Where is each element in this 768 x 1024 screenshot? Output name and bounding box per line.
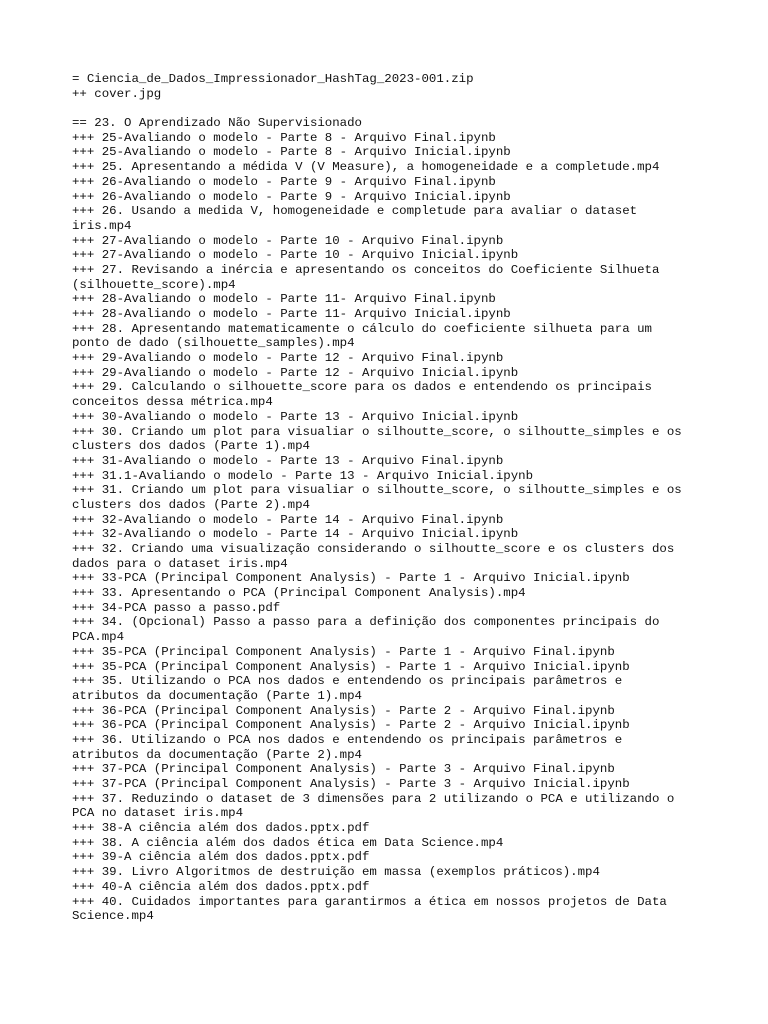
file-list-line: +++ 32. Criando uma visualização considerando o silhoutte_score e os clusters dos bbox=[72, 542, 675, 556]
file-list-line: (silhouette_score).mp4 bbox=[72, 277, 236, 292]
file-list-line: +++ 34. (Opcional) Passo a passo para a definição dos componentes principais do bbox=[72, 615, 660, 630]
file-list-line: ponto de dado (silhouette_samples).mp4 bbox=[72, 336, 355, 351]
file-list-line: conceitos dessa métrica.mp4 bbox=[72, 395, 273, 410]
section-title: == 23. O Aprendizado Não Supervisionado bbox=[72, 116, 362, 131]
file-list-line: +++ 36-PCA (Principal Component Analysis) - Parte 2 - Arquivo Final.ipynb bbox=[72, 703, 615, 718]
file-list-line: +++ 25-Avaliando o modelo - Parte 8 - Arquivo Inicial.ipynb bbox=[72, 145, 511, 160]
file-list-line: +++ 30-Avaliando o modelo - Parte 13 - Arquivo Inicial.ipynb bbox=[72, 409, 519, 424]
file-list-line: dados para o dataset iris.mp4 bbox=[72, 556, 288, 571]
document-page bbox=[72, 72, 712, 924]
file-list-line: PCA.mp4 bbox=[72, 630, 125, 645]
file-list-line: +++ 39-A ciência além dos dados.pptx.pdf bbox=[72, 850, 370, 865]
file-list-line: +++ 37-PCA (Principal Component Analysis) - Parte 3 - Arquivo Final.ipynb bbox=[72, 762, 615, 777]
file-list-line: Science.mp4 bbox=[72, 909, 154, 924]
file-list-line: +++ 29-Avaliando o modelo - Parte 12 - Arquivo Final.ipynb bbox=[72, 351, 504, 366]
file-list-line: +++ 27-Avaliando o modelo - Parte 10 - Arquivo Final.ipynb bbox=[72, 233, 504, 248]
file-list-line: +++ 39. Livro Algoritmos de destruição em massa (exemplos práticos).mp4 bbox=[72, 865, 600, 880]
file-list-line: +++ 26-Avaliando o modelo - Parte 9 - Arquivo Final.ipynb bbox=[72, 174, 496, 189]
file-list-line: +++ 34-PCA passo a passo.pdf bbox=[72, 600, 281, 615]
file-list-line: +++ 31-Avaliando o modelo - Parte 13 - Arquivo Final.ipynb bbox=[72, 453, 504, 468]
file-list-line: +++ 31.1-Avaliando o modelo - Parte 13 - Arquivo Inicial.ipynb bbox=[72, 468, 534, 483]
file-list-line: +++ 29-Avaliando o modelo - Parte 12 - Arquivo Inicial.ipynb bbox=[72, 365, 519, 380]
archive-name: = Ciencia_de_Dados_Impressionador_HashTag_2023-001.zip bbox=[72, 72, 474, 86]
file-list-line: +++ 25. Apresentando a médida V (V Measure), a homogeneidade e a completude.mp4 bbox=[72, 160, 660, 175]
file-list-line: +++ 30. Criando um plot para visualiar o silhoutte_score, o silhoutte_simples e os bbox=[72, 424, 682, 439]
file-list-line: +++ 28-Avaliando o modelo - Parte 11- Arquivo Final.ipynb bbox=[72, 292, 496, 307]
file-list-line: +++ 31. Criando um plot para visualiar o silhoutte_score, o silhoutte_simples e os bbox=[72, 483, 682, 498]
file-list-line: clusters dos dados (Parte 1).mp4 bbox=[72, 439, 310, 454]
file-list-line: +++ 29. Calculando o silhouette_score para os dados e entendendo os principais bbox=[72, 380, 652, 395]
file-list-line: +++ 37-PCA (Principal Component Analysis) - Parte 3 - Arquivo Inicial.ipynb bbox=[72, 777, 630, 791]
file-list-line: +++ 36. Utilizando o PCA nos dados e entendendo os principais parâmetros e bbox=[72, 732, 623, 747]
file-list-line: +++ 28-Avaliando o modelo - Parte 11- Arquivo Inicial.ipynb bbox=[72, 307, 511, 321]
file-list-line: atributos da documentação (Parte 1).mp4 bbox=[72, 688, 362, 703]
file-list-line: +++ 40-A ciência além dos dados.pptx.pdf bbox=[72, 879, 370, 894]
file-list-line: +++ 26. Usando a medida V, homogeneidade e completude para avaliar o dataset bbox=[72, 204, 638, 219]
file-list-line: +++ 33-PCA (Principal Component Analysis) - Parte 1 - Arquivo Inicial.ipynb bbox=[72, 571, 630, 586]
file-list-line: +++ 27. Revisando a inércia e apresentando os conceitos do Coeficiente Silhueta bbox=[72, 262, 660, 277]
file-list-line: +++ 38-A ciência além dos dados.pptx.pdf bbox=[72, 821, 370, 836]
file-list-line: +++ 26-Avaliando o modelo - Parte 9 - Arquivo Inicial.ipynb bbox=[72, 189, 511, 204]
file-list-line: +++ 35-PCA (Principal Component Analysis) - Parte 1 - Arquivo Final.ipynb bbox=[72, 644, 615, 659]
file-list-line: +++ 35. Utilizando o PCA nos dados e entendendo os principais parâmetros e bbox=[72, 674, 623, 689]
file-list-line: +++ 36-PCA (Principal Component Analysis) - Parte 2 - Arquivo Inicial.ipynb bbox=[72, 718, 630, 733]
file-list-line: +++ 37. Reduzindo o dataset de 3 dimensões para 2 utilizando o PCA e utilizando o bbox=[72, 791, 675, 806]
file-list-line: +++ 38. A ciência além dos dados ética em Data Science.mp4 bbox=[72, 835, 504, 850]
file-list-line: +++ 25-Avaliando o modelo - Parte 8 - Arquivo Final.ipynb bbox=[72, 130, 496, 145]
file-list-line: PCA no dataset iris.mp4 bbox=[72, 806, 244, 821]
file-list-line: atributos da documentação (Parte 2).mp4 bbox=[72, 747, 362, 762]
file-list-line: +++ 33. Apresentando o PCA (Principal Component Analysis).mp4 bbox=[72, 586, 526, 601]
file-list-line: +++ 28. Apresentando matematicamente o cálculo do coeficiente silhueta para um bbox=[72, 321, 652, 336]
file-list-line: +++ 35-PCA (Principal Component Analysis) - Parte 1 - Arquivo Inicial.ipynb bbox=[72, 659, 630, 674]
file-list-line: clusters dos dados (Parte 2).mp4 bbox=[72, 497, 310, 512]
file-list-line: +++ 27-Avaliando o modelo - Parte 10 - Arquivo Inicial.ipynb bbox=[72, 248, 519, 263]
cover-entry: ++ cover.jpg bbox=[72, 86, 162, 101]
file-list-line: +++ 32-Avaliando o modelo - Parte 14 - Arquivo Final.ipynb bbox=[72, 512, 504, 527]
file-list bbox=[72, 131, 712, 924]
blank-line bbox=[72, 101, 712, 116]
file-list-line: +++ 32-Avaliando o modelo - Parte 14 - Arquivo Inicial.ipynb bbox=[72, 527, 519, 542]
file-list-line: +++ 40. Cuidados importantes para garantirmos a ética em nossos projetos de Data bbox=[72, 894, 667, 909]
file-list-line: iris.mp4 bbox=[72, 218, 132, 233]
